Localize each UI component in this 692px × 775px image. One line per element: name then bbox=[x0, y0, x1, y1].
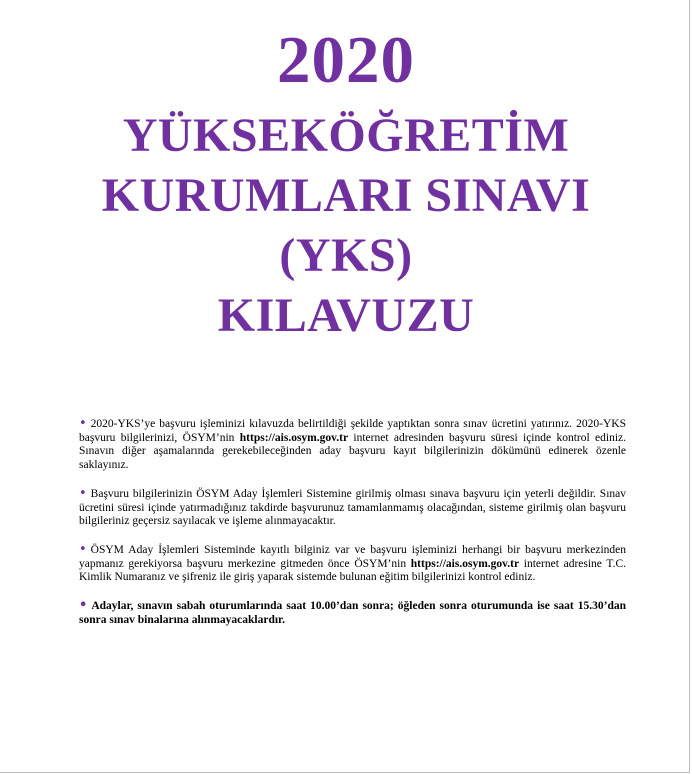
osym-link[interactable]: https://ais.osym.gov.tr bbox=[410, 557, 520, 570]
title-line-2: KURUMLARI SINAVI bbox=[101, 169, 591, 222]
note-text: Başvuru bilgilerinizin ÖSYM Aday İşlemleri Sistemine girilmiş olması sınava başvuru için yeterli değildir. Sınav ücretini süresi içinde yatırmadığınız takdirde başvurunuz tamamlanmamış olacağından, sisteme girilmiş olan başvuru bilgileriniz geçersiz sayılacak ve işleme alınmayacaktır. bbox=[79, 487, 626, 528]
note-text: 2020-YKS’ye başvuru işleminizi kılavuzda belirtildiği şekilde yaptıktan sonra sınav ücretini yatırınız. 2020-YKS başvuru bilgilerinizi, ÖSYM’nin bbox=[79, 418, 626, 444]
notes-section bbox=[79, 417, 626, 641]
note-application-validity bbox=[79, 487, 626, 529]
note-exam-entry-times bbox=[79, 599, 626, 627]
title-line-3: (YKS) bbox=[279, 229, 413, 282]
title-line-4: KILAVUZU bbox=[217, 289, 475, 342]
note-text: ÖSYM Aday İşlemleri Sisteminde kayıtlı bilginiz var ve başvuru işleminizi herhangi bir başvuru merkezinden yapmanız gerekiyorsa başvuru merkezine gitmeden önce ÖSYM’nin bbox=[79, 543, 626, 570]
bullet-icon: • bbox=[79, 485, 87, 501]
note-text: Adaylar, sınavın sabah oturumlarında saat 10.00’dan sonra; öğleden sonra oturumunda ise saat 15.30’dan sonra sınav binalarına alınmayacaklardır. bbox=[79, 600, 626, 626]
bullet-icon: • bbox=[79, 416, 87, 431]
title-year: 2020 bbox=[277, 23, 415, 97]
cover-title bbox=[0, 20, 692, 346]
note-application-fee bbox=[79, 417, 626, 473]
bullet-icon: • bbox=[79, 598, 88, 614]
bullet-icon: • bbox=[79, 541, 87, 557]
title-line-1: YÜKSEKÖĞRETİM bbox=[122, 109, 570, 162]
note-text: internet adresinden başvuru süresi içinde kontrol ediniz. Sınavın diğer aşamalarında gerekebileceğinden aday başvuru kayıt bilgilerinizin dökümünü edinerek özenle saklayınız. bbox=[79, 431, 627, 472]
note-application-center bbox=[79, 543, 626, 585]
osym-link[interactable]: https://ais.osym.gov.tr bbox=[239, 431, 349, 444]
note-text: internet adresine T.C. Kimlik Numaranız ve şifreniz ile giriş yaparak sistemde bulunan eğitim bilgilerinizi kontrol ediniz. bbox=[79, 557, 626, 584]
